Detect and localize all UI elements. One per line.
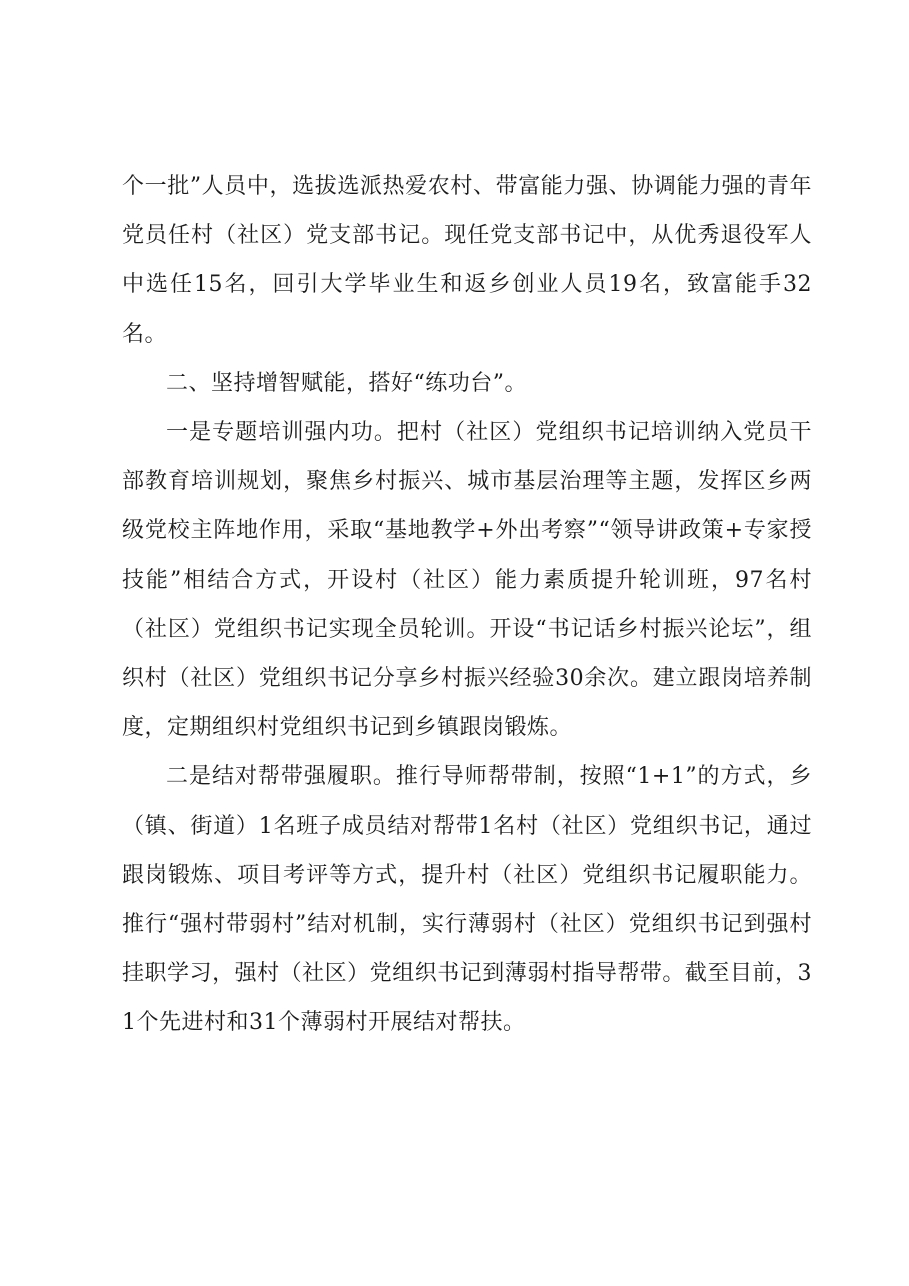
paragraph-selection-continuation: 个一批”人员中，选拔选派热爱农村、带富能力强、协调能力强的青年党员任村（社区）党支部书记。现任党支部书记中，从优秀退役军人中选任15名，回引大学毕业生和返乡创业人员19名，致富能手32名。: [122, 174, 812, 347]
document-body: [122, 162, 812, 1048]
section-heading-training: 二、坚持增智赋能，搭好“练功台”。: [166, 370, 527, 396]
paragraph-mentoring: 二是结对帮带强履职。推行导师帮带制，按照“1+1”的方式，乡（镇、街道）1名班子成员结对帮带1名村（社区）党组织书记，通过跟岗锻炼、项目考评等方式，提升村（社区）党组织书记履职能力。推行“强村带弱村”结对机制，实行薄弱村（社区）党组织书记到强村挂职学习，强村（社区）党组织书记到薄弱村指导帮带。截至目前，31个先进村和31个薄弱村开展结对帮扶。: [122, 764, 812, 1036]
paragraph-special-training: 一是专题培训强内功。把村（社区）党组织书记培训纳入党员干部教育培训规划，聚焦乡村振兴、城市基层治理等主题，发挥区乡两级党校主阵地作用，采取“基地教学+外出考察”“领导讲政策+专家授技能”相结合方式，开设村（社区）能力素质提升轮训班，97名村（社区）党组织书记实现全员轮训。开设“书记话乡村振兴论坛”，组织村（社区）党组织书记分享乡村振兴经验30余次。建立跟岗培养制度，定期组织村党组织书记到乡镇跟岗锻炼。: [122, 420, 812, 741]
